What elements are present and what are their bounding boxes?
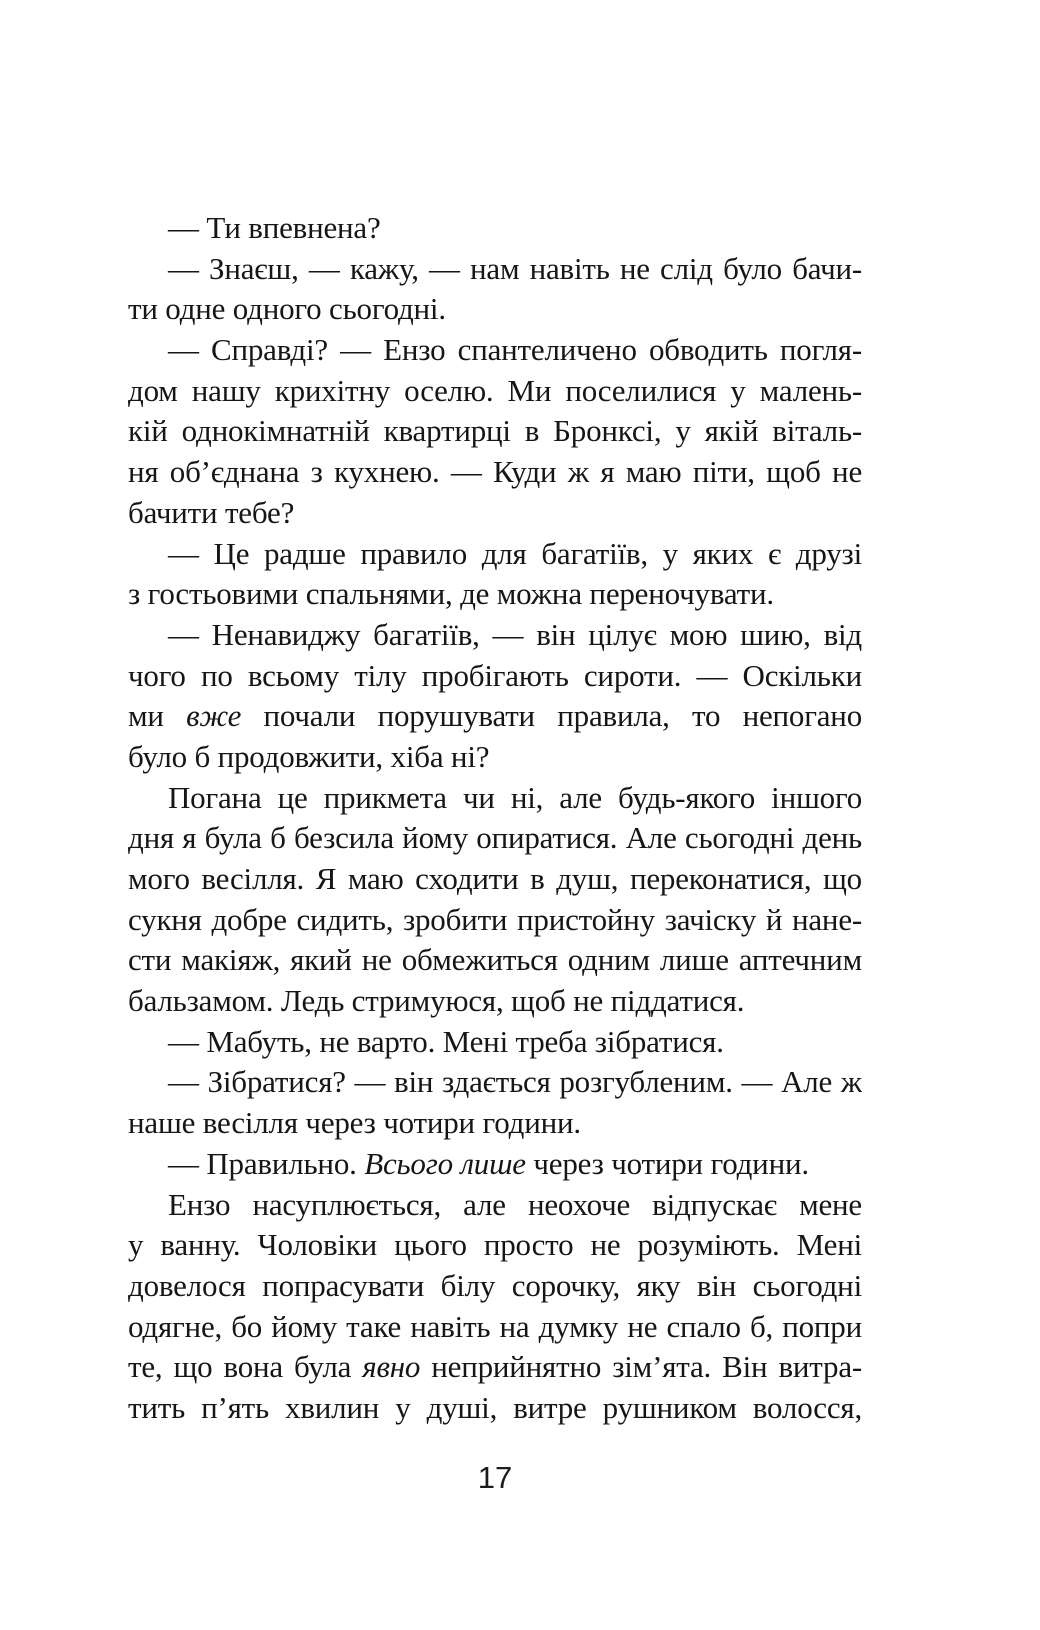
text-line <box>128 493 862 534</box>
text-segment: ня об’єднана з кухнею. — Куди ж я маю піти, щоб не <box>128 454 862 490</box>
text-line <box>128 574 862 615</box>
page-number: 17 <box>477 1460 513 1495</box>
text-line <box>128 615 862 656</box>
text-segment: дом нашу крихітну оселю. Ми поселилися у малень- <box>128 372 862 408</box>
text-segment: бальзамом. Ледь стримуюся, щоб не піддатися. <box>128 983 745 1019</box>
text-segment: одягне, бо йому таке навіть на думку не спало б, попри <box>128 1308 862 1344</box>
text-line <box>128 1144 862 1185</box>
text-line <box>128 411 862 452</box>
text-line <box>128 1307 862 1348</box>
text-segment: дня я була б безсила йому опиратися. Але сьогодні день <box>128 820 862 856</box>
text-segment: було б продовжити, хіба ні? <box>128 738 490 774</box>
text-line <box>128 208 862 249</box>
text-line <box>128 289 862 330</box>
text-segment: чого по всьому тілу пробігають сироти. — Оскільки <box>128 657 862 693</box>
text-segment: мого весілля. Я маю сходити в душ, переконатися, що <box>128 861 862 896</box>
text-line <box>128 656 862 697</box>
italic-text-segment: Всього лише <box>364 1145 526 1181</box>
text-line <box>128 1225 862 1266</box>
text-line <box>128 330 862 371</box>
text-line <box>128 1185 862 1226</box>
text-line <box>128 1388 862 1429</box>
text-segment: Ензо насуплюється, але неохоче відпускає мене <box>168 1186 862 1222</box>
text-line <box>128 778 862 819</box>
text-line <box>128 737 862 778</box>
text-line <box>128 1266 862 1307</box>
text-segment: — Справді? — Ензо спантеличено обводить погля- <box>168 332 862 368</box>
text-segment: — Знаєш, — кажу, — нам навіть не слід було бачи- <box>168 250 862 286</box>
text-line <box>128 940 862 981</box>
text-segment: — Правильно. <box>168 1145 365 1181</box>
text-segment: через чотири години. <box>525 1145 809 1181</box>
text-segment: — Ненавиджу багатіїв, — він цілує мою шию, від <box>168 616 862 652</box>
text-segment: з гостьовими спальнями, де можна переночувати. <box>128 576 774 612</box>
text-segment: сукня добре сидить, зробити пристойну зачіску й нане- <box>128 901 862 937</box>
text-segment: почали порушувати правила, то непогано <box>241 698 862 734</box>
text-line <box>128 534 862 575</box>
text-line <box>128 452 862 493</box>
text-segment: неприйнятно зім’ята. Він витра- <box>420 1349 862 1385</box>
text-segment: тить п’ять хвилин у душі, витре рушником волосся, <box>128 1389 862 1425</box>
text-line <box>128 818 862 859</box>
text-segment: бачити тебе? <box>128 494 295 530</box>
text-line <box>128 371 862 412</box>
text-line <box>128 900 862 941</box>
text-segment: — Це радше правило для багатіїв, у яких є друзі <box>168 535 862 571</box>
text-line <box>128 1347 862 1388</box>
text-segment: — Мабуть, не варто. Мені треба зібратися. <box>168 1023 724 1059</box>
text-line <box>128 981 862 1022</box>
text-line <box>128 1103 862 1144</box>
text-segment: у ванну. Чоловіки цього просто не розуміють. Мені <box>128 1227 862 1263</box>
text-segment: довелося попрасувати білу сорочку, яку він сьогодні <box>128 1267 862 1303</box>
text-line <box>128 696 862 737</box>
text-segment: наше весілля через чотири години. <box>128 1105 581 1141</box>
text-segment: ми <box>128 698 187 734</box>
text-segment: — Ти впевнена? <box>168 210 381 245</box>
text-line <box>128 859 862 900</box>
italic-text-segment: явно <box>362 1349 421 1385</box>
text-segment: кій однокімнатній квартирці в Бронксі, у якій віталь- <box>128 413 862 449</box>
page-text <box>128 208 862 1429</box>
text-segment: Погана це прикмета чи ні, але будь-якого іншого <box>168 779 862 815</box>
text-segment: сти макіяж, який не обмежиться одним лише аптечним <box>128 942 862 978</box>
text-line <box>128 249 862 290</box>
text-segment: — Зібратися? — він здається розгубленим. — Але ж <box>168 1064 862 1100</box>
text-line <box>128 1022 862 1063</box>
text-line <box>128 1062 862 1103</box>
text-segment: те, що вона була <box>128 1349 363 1385</box>
italic-text-segment: вже <box>186 698 242 734</box>
text-segment: ти одне одного сьогодні. <box>128 291 446 327</box>
